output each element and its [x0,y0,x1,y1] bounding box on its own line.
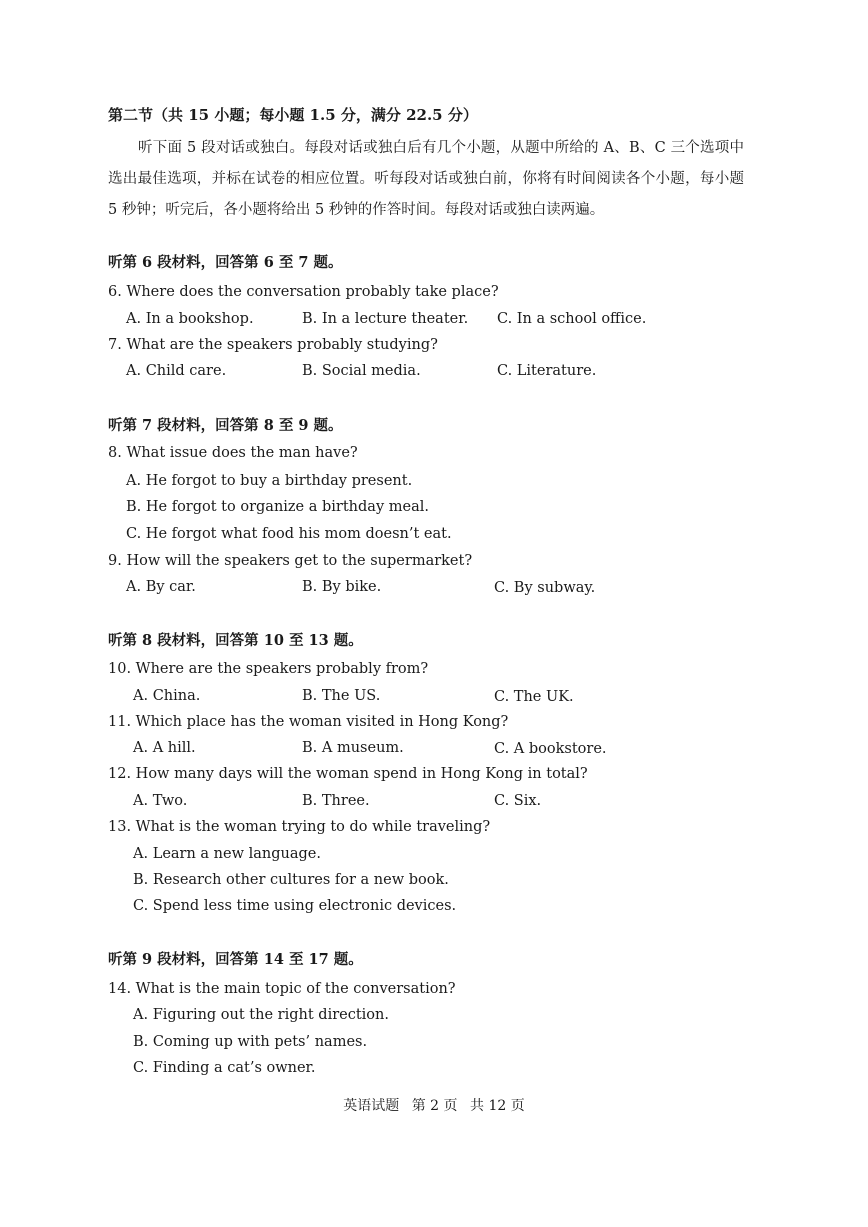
question-stem: 13. What is the woman trying to do while traveling? [108,819,491,835]
group-heading: 听第 6 段材料，回答第 6 至 7 题。 [108,254,343,271]
option-b: B. A museum. [302,740,404,756]
option-b: B. The US. [302,688,381,704]
question-stem: 12. How many days will the woman spend in Hong Kong in total? [108,766,588,782]
option-c: C. The UK. [494,689,574,705]
option-b: B. Research other cultures for a new book. [133,872,449,888]
option-b: B. By bike. [302,579,382,595]
question-stem: 14. What is the main topic of the conversation? [108,981,456,997]
option-c: C. Six. [494,793,542,809]
footer-page-number: 第 2 页 [411,1098,458,1114]
option-b: B. He forgot to organize a birthday meal. [126,499,429,515]
option-a: A. A hill. [133,740,196,756]
option-c: C. In a school office. [497,311,647,327]
option-c: C. Spend less time using electronic devices. [133,898,457,914]
footer-total-pages: 共 12 页 [470,1098,525,1114]
question-stem: 6. Where does the conversation probably take place? [108,284,499,300]
option-a: A. In a bookshop. [126,311,254,327]
page-footer [0,1095,868,1115]
option-c: C. Literature. [497,363,597,379]
group-heading: 听第 9 段材料，回答第 14 至 17 题。 [108,951,363,968]
option-a: A. He forgot to buy a birthday present. [126,473,413,489]
question-stem: 11. Which place has the woman visited in Hong Kong? [108,714,509,730]
instructions-paragraph [108,133,744,226]
option-c: C. He forgot what food his mom doesn’t eat. [126,526,452,542]
option-c: C. A bookstore. [494,741,607,757]
option-a: A. Learn a new language. [133,846,321,862]
question-stem: 7. What are the speakers probably studying? [108,337,438,353]
option-a: A. China. [133,688,201,704]
option-b: B. Coming up with pets’ names. [133,1034,368,1050]
option-a: A. Child care. [126,363,227,379]
option-b: B. Social media. [302,363,421,379]
option-c: C. By subway. [494,580,596,596]
question-stem: 10. Where are the speakers probably from? [108,661,429,677]
footer-subject: 英语试题 [343,1098,400,1114]
question-stem: 9. How will the speakers get to the supermarket? [108,553,473,569]
option-a: A. Figuring out the right direction. [133,1007,389,1023]
option-a: A. By car. [126,579,196,595]
option-b: B. In a lecture theater. [302,311,469,327]
option-a: A. Two. [133,793,188,809]
instructions-text: 听下面 5 段对话或独白。每段对话或独白后有几个小题，从题中所给的 A、B、C 三个选项中选出最佳选项，并标在试卷的相应位置。听每段对话或独白前，你将有时间阅读各个小题，每小题 5 秒钟；听完后，各小题将给出 5 秒钟的作答时间。每段对话或独白读两遍。 [108,140,744,218]
group-heading: 听第 7 段材料，回答第 8 至 9 题。 [108,417,343,434]
option-b: B. Three. [302,793,370,809]
option-c: C. Finding a cat’s owner. [133,1060,316,1076]
group-heading: 听第 8 段材料，回答第 10 至 13 题。 [108,632,363,649]
question-stem: 8. What issue does the man have? [108,445,358,461]
section-heading: 第二节（共 15 小题；每小题 1.5 分，满分 22.5 分） [108,106,478,124]
